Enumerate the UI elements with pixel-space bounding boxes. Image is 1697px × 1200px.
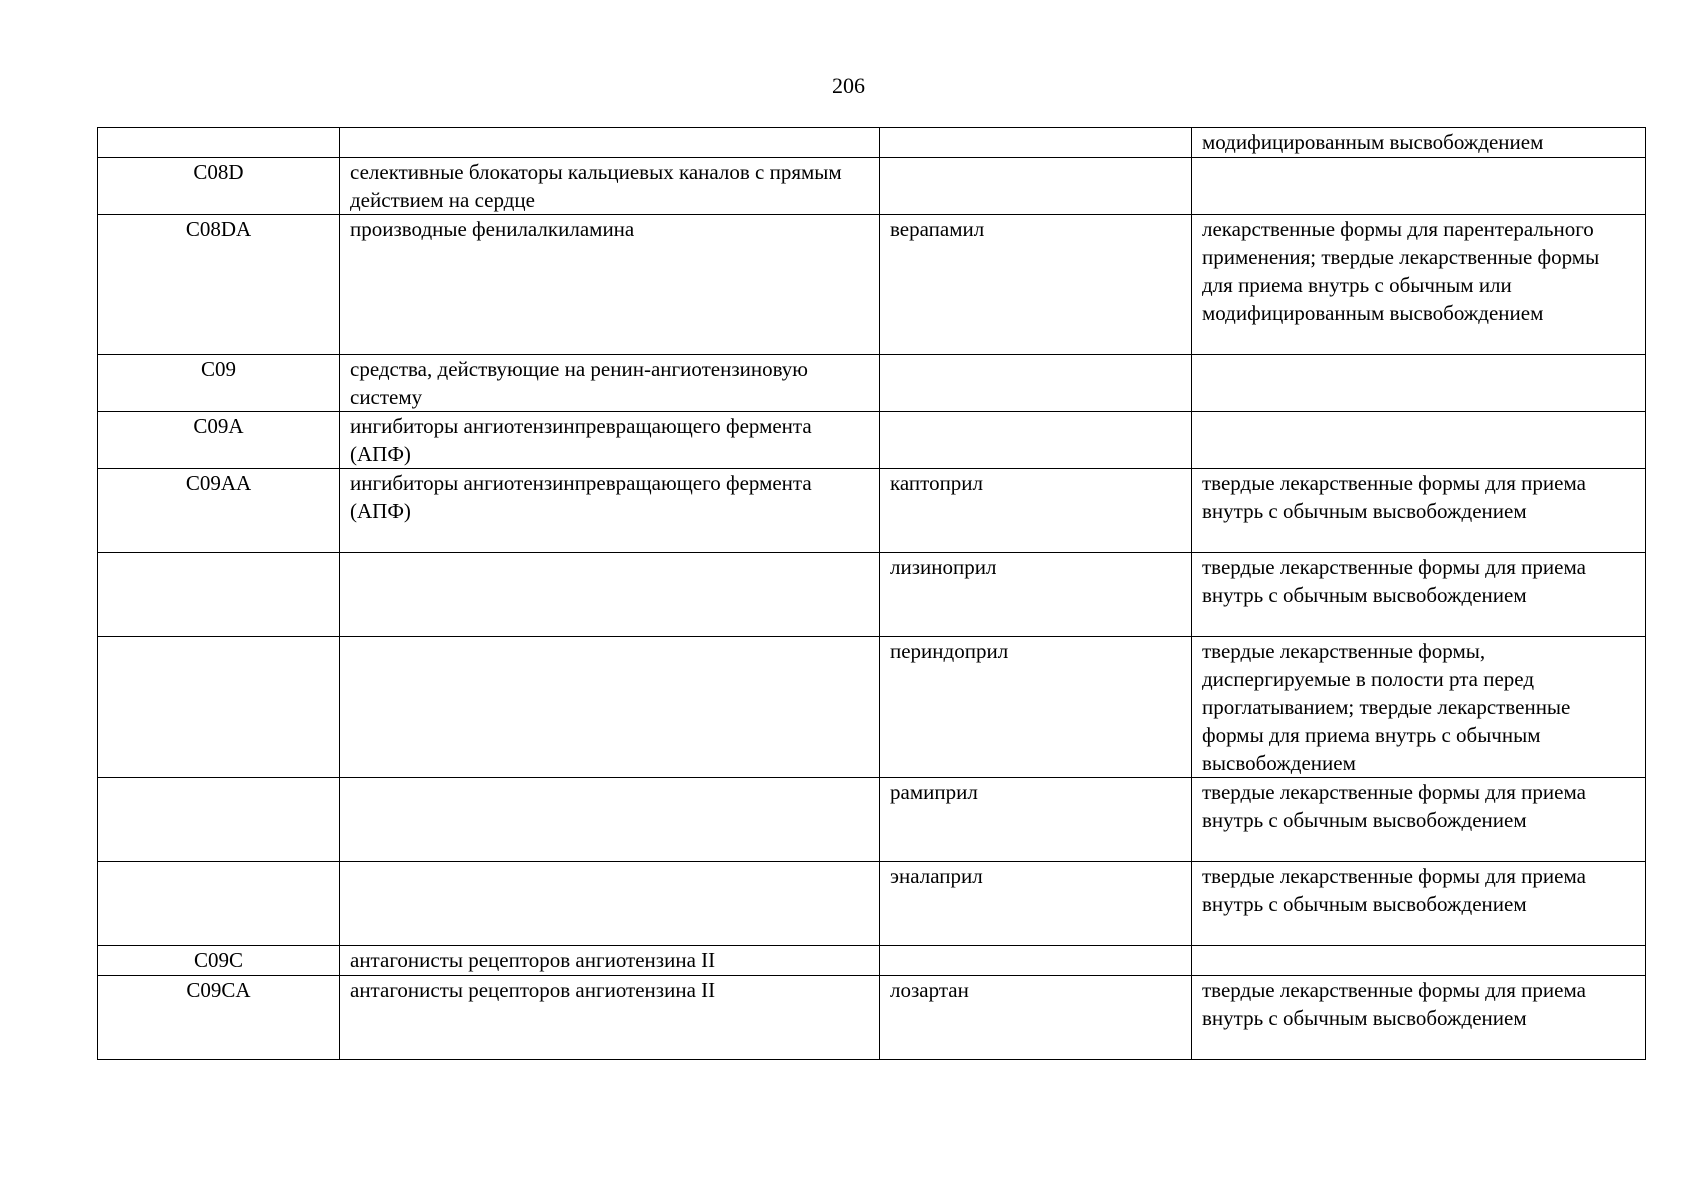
atc-code-cell bbox=[98, 553, 340, 637]
atc-code-cell bbox=[98, 778, 340, 862]
dosage-form-cell: лекарственные формы для парентерального применения; твердые лекарственные формы для приема внутрь с обычным или модифицированным высвобождением bbox=[1192, 215, 1646, 355]
group-name-cell: ингибиторы ангиотензинпревращающего фермента (АПФ) bbox=[340, 469, 880, 553]
dosage-form-cell: твердые лекарственные формы для приема внутрь с обычным высвобождением bbox=[1192, 469, 1646, 553]
table-row bbox=[98, 778, 1646, 862]
table-row bbox=[98, 862, 1646, 946]
atc-code-cell bbox=[98, 128, 340, 158]
dosage-form-cell bbox=[1192, 412, 1646, 469]
drug-name-cell: каптоприл bbox=[880, 469, 1192, 553]
table-row bbox=[98, 355, 1646, 412]
drug-name-cell bbox=[880, 412, 1192, 469]
dosage-form-cell: твердые лекарственные формы для приема внутрь с обычным высвобождением bbox=[1192, 976, 1646, 1060]
group-name-cell bbox=[340, 128, 880, 158]
group-name-cell: антагонисты рецепторов ангиотензина II bbox=[340, 976, 880, 1060]
drug-name-cell: периндоприл bbox=[880, 637, 1192, 778]
group-name-cell: селективные блокаторы кальциевых каналов с прямым действием на сердце bbox=[340, 158, 880, 215]
drug-name-cell: рамиприл bbox=[880, 778, 1192, 862]
drug-table bbox=[97, 127, 1646, 1060]
drug-name-cell bbox=[880, 128, 1192, 158]
atc-code-cell: C09CA bbox=[98, 976, 340, 1060]
dosage-form-cell: твердые лекарственные формы для приема внутрь с обычным высвобождением bbox=[1192, 778, 1646, 862]
group-name-cell: производные фенилалкиламина bbox=[340, 215, 880, 355]
atc-code-cell: C09A bbox=[98, 412, 340, 469]
drug-name-cell: эналаприл bbox=[880, 862, 1192, 946]
dosage-form-cell: твердые лекарственные формы для приема внутрь с обычным высвобождением bbox=[1192, 862, 1646, 946]
atc-code-cell bbox=[98, 862, 340, 946]
dosage-form-cell: твердые лекарственные формы для приема внутрь с обычным высвобождением bbox=[1192, 553, 1646, 637]
table-row bbox=[98, 412, 1646, 469]
drug-name-cell bbox=[880, 946, 1192, 976]
table-row bbox=[98, 946, 1646, 976]
group-name-cell bbox=[340, 637, 880, 778]
group-name-cell bbox=[340, 553, 880, 637]
atc-code-cell: C08D bbox=[98, 158, 340, 215]
table-row bbox=[98, 637, 1646, 778]
group-name-cell: ингибиторы ангиотензинпревращающего фермента (АПФ) bbox=[340, 412, 880, 469]
group-name-cell bbox=[340, 862, 880, 946]
table-row bbox=[98, 976, 1646, 1060]
atc-code-cell: C08DA bbox=[98, 215, 340, 355]
drug-name-cell: лозартан bbox=[880, 976, 1192, 1060]
atc-code-cell bbox=[98, 637, 340, 778]
atc-code-cell: C09 bbox=[98, 355, 340, 412]
page-number: 206 bbox=[832, 73, 865, 98]
group-name-cell bbox=[340, 778, 880, 862]
table-row bbox=[98, 215, 1646, 355]
group-name-cell: средства, действующие на ренин-ангиотензиновую систему bbox=[340, 355, 880, 412]
drug-name-cell: верапамил bbox=[880, 215, 1192, 355]
table-row bbox=[98, 128, 1646, 158]
table-row bbox=[98, 158, 1646, 215]
dosage-form-cell: твердые лекарственные формы, диспергируемые в полости рта перед проглатыванием; твердые лекарственные формы для приема внутрь с обычным высвобождением bbox=[1192, 637, 1646, 778]
atc-code-cell: C09AA bbox=[98, 469, 340, 553]
dosage-form-cell bbox=[1192, 946, 1646, 976]
group-name-cell: антагонисты рецепторов ангиотензина II bbox=[340, 946, 880, 976]
drug-name-cell bbox=[880, 355, 1192, 412]
dosage-form-cell bbox=[1192, 158, 1646, 215]
table-row bbox=[98, 469, 1646, 553]
dosage-form-cell: модифицированным высвобождением bbox=[1192, 128, 1646, 158]
drug-name-cell bbox=[880, 158, 1192, 215]
atc-code-cell: C09C bbox=[98, 946, 340, 976]
table-row bbox=[98, 553, 1646, 637]
dosage-form-cell bbox=[1192, 355, 1646, 412]
drug-name-cell: лизиноприл bbox=[880, 553, 1192, 637]
